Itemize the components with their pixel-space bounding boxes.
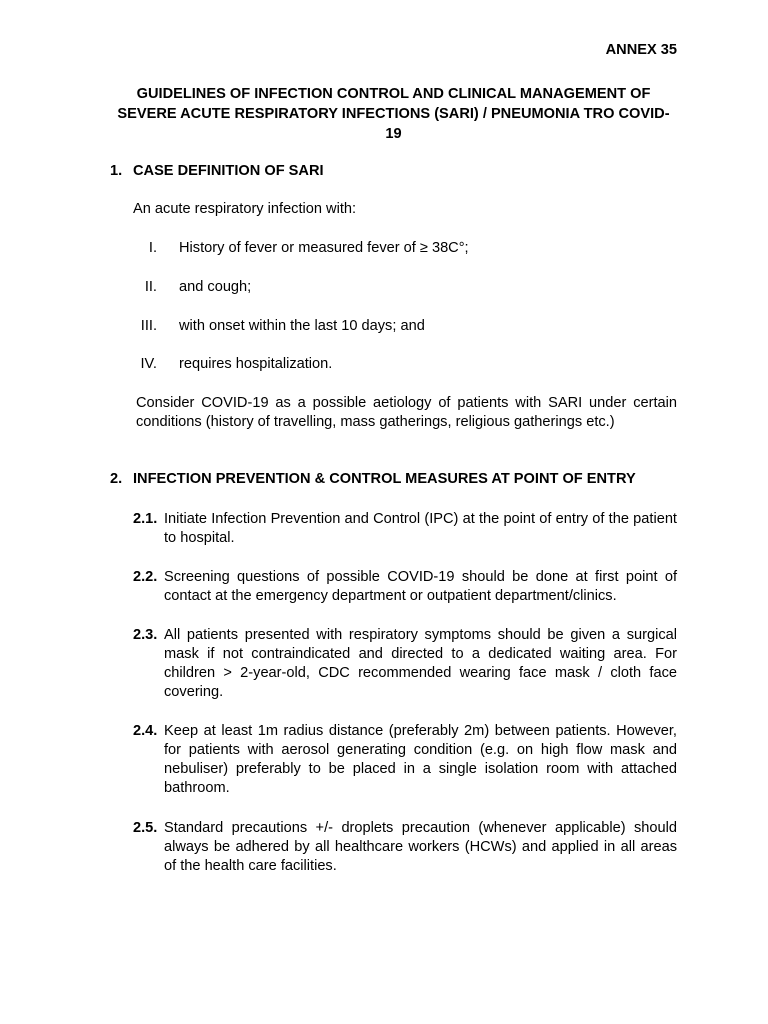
- item-number: 2.3.: [133, 627, 158, 643]
- annex-label: ANNEX 35: [605, 42, 677, 58]
- item-number: 2.5.: [133, 820, 158, 836]
- list-item: [133, 510, 677, 548]
- section-1-number: 1.: [110, 163, 123, 179]
- item-text: Keep at least 1m radius distance (preferably 2m) between patients. However, for patients with aerosol generating condition (e.g. on high flow mask and nebuliser) preferably to be placed in a single isolation room with attached bathroom.: [164, 723, 677, 796]
- item-number: 2.2.: [133, 569, 158, 585]
- list-item: [133, 819, 677, 876]
- item-text: Initiate Infection Prevention and Control (IPC) at the point of entry of the patient to hospital.: [164, 511, 677, 546]
- criterion-text: with onset within the last 10 days; and: [179, 318, 425, 334]
- section-1-intro: An acute respiratory infection with:: [133, 201, 357, 217]
- item-number: 2.1.: [133, 511, 158, 527]
- section-1-heading: [110, 163, 324, 179]
- criterion-text: requires hospitalization.: [179, 356, 333, 372]
- section-1-title: CASE DEFINITION OF SARI: [133, 163, 324, 179]
- criterion-number: II.: [144, 279, 157, 295]
- document-title: GUIDELINES OF INFECTION CONTROL AND CLINICAL MANAGEMENT OF SEVERE ACUTE RESPIRATORY INFECTIONS (SARI) / PNEUMONIA TRO COVID-19: [117, 86, 670, 142]
- section-2-heading: [110, 471, 636, 487]
- section-1-note: Consider COVID-19 as a possible aetiology of patients with SARI under certain conditions (history of travelling, mass gatherings, religious gatherings etc.): [136, 395, 677, 430]
- criterion-text: History of fever or measured fever of ≥ 38C°;: [179, 240, 469, 256]
- criterion-number: IV.: [140, 356, 157, 372]
- list-item: [133, 568, 677, 606]
- list-item: [133, 722, 677, 798]
- section-2-title: INFECTION PREVENTION & CONTROL MEASURES AT POINT OF ENTRY: [133, 471, 636, 487]
- criterion-number: I.: [148, 240, 157, 256]
- item-text: All patients presented with respiratory symptoms should be given a surgical mask if not contraindicated and directed to a dedicated waiting area. For children > 2-year-old, CDC recommended wearing face mask / cloth face covering.: [164, 627, 677, 700]
- section-2-number: 2.: [110, 471, 123, 487]
- list-item: [133, 626, 677, 702]
- item-text: Standard precautions +/- droplets precaution (whenever applicable) should always be adhered by all healthcare workers (HCWs) and applied in all areas of the health care facilities.: [164, 820, 677, 874]
- criterion-number: III.: [140, 318, 157, 334]
- item-text: Screening questions of possible COVID-19 should be done at first point of contact at the emergency department or outpatient department/clinics.: [164, 569, 677, 604]
- criterion-text: and cough;: [179, 279, 252, 295]
- item-number: 2.4.: [133, 723, 158, 739]
